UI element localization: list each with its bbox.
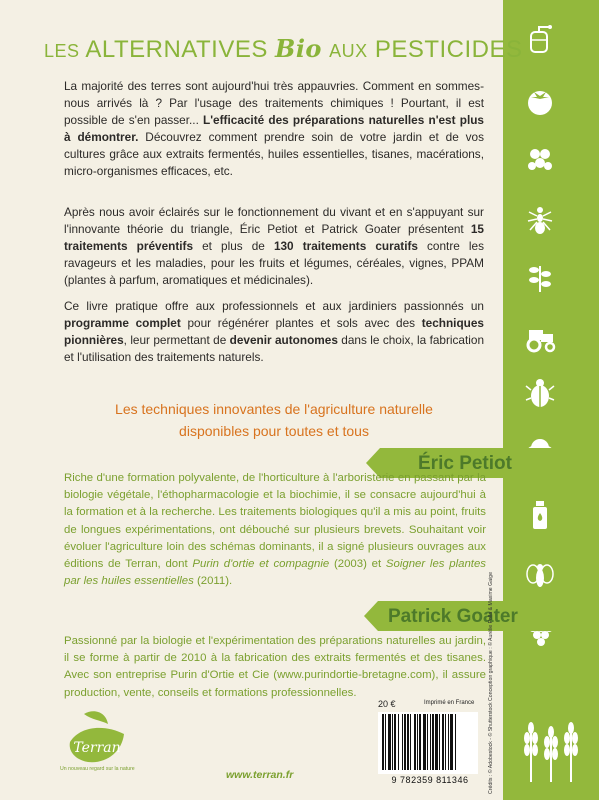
p1-bold-a: L'efficacité des préparations naturelles n'est plus à démontrer. <box>64 113 484 144</box>
paragraph-intro <box>64 78 484 180</box>
title-aux: AUX <box>329 41 368 61</box>
barcode-bar <box>442 714 444 770</box>
bio1-text-b: (2003) et <box>329 558 386 571</box>
bio1-text-a: Riche d'une formation polyvalente, de l'horticulture à l'arboristerie en passant par la biologie végétale, l'éthopharmacologie et la biochimie, il se consacre aujourd'hui à la formation et à la recherche. Les traitements biologiques qu'il a mis au point, fruits de longues expérimentations, ont débouché sur plusieurs brevets. Souhaitant voir évoluer l'agriculture loin des schémas dominants, il a signé plusieurs ouvrages aux éditions de Terran, dont <box>64 472 486 571</box>
barcode-bar <box>410 714 411 770</box>
ant-icon <box>521 200 559 238</box>
berries-icon <box>521 140 559 178</box>
barcode-bar <box>404 714 406 770</box>
tomato-icon <box>521 82 559 120</box>
printed-in: Imprimé en France <box>424 700 475 706</box>
p1-text-a: La majorité des terres sont aujourd'hui très appauvries. Comment en sommes-nous arrivés là ? Par l'usage des traitements chimiques ! Pourtant, il est possible de s'en passer... <box>64 79 484 127</box>
p3-bold-a: programme complet <box>64 316 181 330</box>
sprayer-icon <box>521 20 559 58</box>
bottle-icon <box>521 496 559 534</box>
p2-bold-b: 130 traitements curatifs <box>273 239 418 253</box>
tagline-line2: disponibles pour toutes et tous <box>179 423 369 439</box>
title-bio: Bio <box>275 34 322 63</box>
title-pesticides: PESTICIDES <box>374 36 523 63</box>
paragraph-audience <box>64 298 484 366</box>
barcode-bar <box>394 714 396 770</box>
p2-text-c: contre les ravageurs et les maladies, pour les fruits et légumes, céréales, vignes, PPAM (plantes à parfum, aromatiques et médicinales). <box>64 239 484 287</box>
author-bio-2: Passionné par la biologie et l'expérimentation des préparations naturelles au jardin, il se forme à partir de 2010 à la fabrication des extraits fermentés et des tisanes. Avec son entreprise Purin d'Ortie et Cie (www.purindortie-bretagne.com), il assure production, vente, conseils et formations professionnelles. <box>64 635 486 699</box>
barcode-bar <box>419 714 421 770</box>
bio1-text-c: (2011). <box>193 575 233 588</box>
wheat-icon <box>517 712 587 782</box>
barcode-bar <box>445 714 446 770</box>
barcode-bar <box>427 714 428 770</box>
bio1-italic-a: Purin d'ortie et compagnie <box>192 558 330 571</box>
publisher-slogan: Un nouveau regard sur la nature <box>60 766 135 772</box>
barcode-bar <box>455 714 456 770</box>
p2-text-a: Après nous avoir éclairés sur le fonctionnement du vivant et en s'appuyant sur l'innovante théorie du triangle, Éric Petiot et Patrick Goater présentent <box>64 205 484 236</box>
p1-text-b: Découvrez comment prendre soin de votre jardin et de vos cultures grâce aux extraits fermentés, huiles essentielles, tisanes, macérations, micro-organismes efficaces, etc. <box>64 130 484 178</box>
p3-text-a: Ce livre pratique offre aux professionnels et aux jardiniers passionnés un <box>64 299 484 313</box>
tractor-icon <box>521 318 559 356</box>
author-name-2: Patrick Goater <box>388 606 518 627</box>
bio1-italic-b: Soigner les plantes par les huiles essentielles <box>64 558 486 588</box>
p2-text-b: et plus de <box>193 239 274 253</box>
barcode <box>378 712 478 774</box>
author-bio-1 <box>64 470 486 590</box>
tagline <box>64 398 484 442</box>
isbn-number: 9 782359 811346 <box>391 775 469 785</box>
credits: Crédits : © Adobestock - © Shutterstock Conception graphique : © Aurélie Polla & Maxime Gaige <box>488 572 494 794</box>
barcode-bar <box>382 714 384 770</box>
title-les: LES <box>44 41 80 61</box>
barcode-bar <box>407 714 409 770</box>
barcode-bar <box>398 714 399 770</box>
barcode-bar <box>430 714 431 770</box>
p3-bold-c: devenir autonomes <box>229 333 338 347</box>
beetle-icon <box>521 374 559 412</box>
icon-sidebar <box>503 0 599 800</box>
barcode-bar <box>432 714 434 770</box>
barcode-bar <box>402 714 403 770</box>
p3-bold-b: techniques pionnières <box>64 316 484 347</box>
tagline-line1: Les techniques innovantes de l'agriculture naturelle <box>115 401 433 417</box>
p2-bold-a: 15 traitements préventifs <box>64 222 484 253</box>
barcode-bar <box>392 714 393 770</box>
title-alternatives: ALTERNATIVES <box>85 36 268 63</box>
seedling-icon <box>521 258 559 296</box>
price: 20 € <box>378 699 396 709</box>
paragraph-content <box>64 204 484 289</box>
book-title <box>44 34 523 64</box>
fly-icon <box>521 556 559 594</box>
barcode-bar <box>414 714 416 770</box>
author-name-1: Éric Petiot <box>418 453 512 474</box>
p3-text-b: pour régénérer plantes et sols avec des <box>180 316 422 330</box>
barcode-bar <box>448 714 449 770</box>
barcode-bar <box>417 714 418 770</box>
barcode-bar <box>423 714 426 770</box>
barcode-bar <box>439 714 440 770</box>
p3-text-c: , leur permettant de <box>123 333 230 347</box>
barcode-bar <box>385 714 386 770</box>
barcode-bar <box>435 714 438 770</box>
publisher-website[interactable]: www.terran.fr <box>226 769 294 781</box>
logo-text: Terran <box>73 740 121 756</box>
barcode-bar <box>450 714 453 770</box>
barcode-bar <box>388 714 391 770</box>
p3-text-d: dans le choix, la fabrication et l'utilisation des traitements naturels. <box>64 333 485 364</box>
